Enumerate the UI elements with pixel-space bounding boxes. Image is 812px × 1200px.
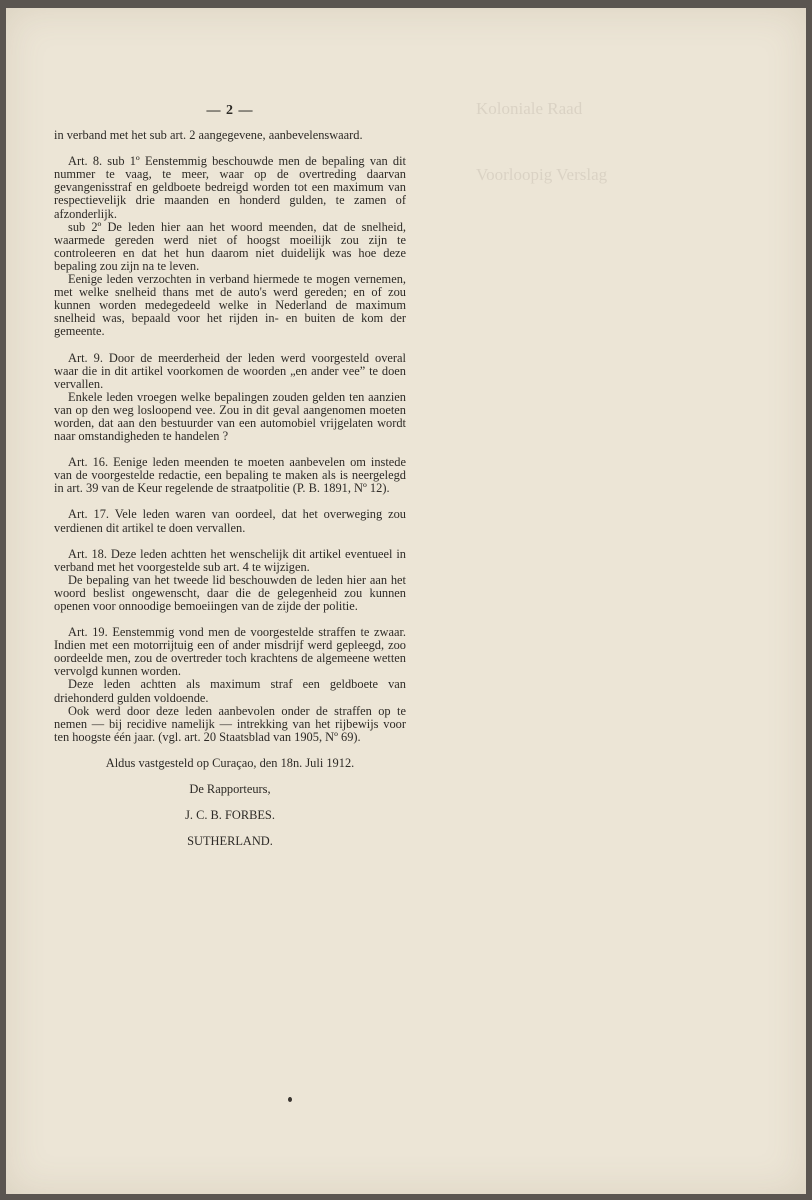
- rapporteurs-label: De Rapporteurs,: [189, 781, 271, 796]
- signer-sutherland: SUTHERLAND.: [187, 833, 273, 848]
- signer-forbes: J. C. B. FORBES.: [185, 807, 275, 822]
- art-9-cattle-paragraph: Enkele leden vroegen welke bepalingen zouden gelden ten aanzien van op den weg losloopend vee. Zou in dit geval aangenomen moeten worden, dat aan den bestuurder van een automobiel vrijgelaten wordt naar omstandigheden te handelen ?: [54, 389, 406, 444]
- art-8-paragraph: Art. 8. sub 1º Eenstemmig beschouwde men de bepaling van dit nummer te vaag, te meer, waar op de overtreding daarvan gevangenisstraf en geldboete bedreigd worden tot een maximum van respectievelijk drie maanden en honderd gulden, te zamen of afzonderlijk.: [54, 154, 406, 221]
- bleed-through-text: Koloniale Raad Voorloopig Verslag: [476, 99, 608, 184]
- art-19-paragraph: Art. 19. Eenstemmig vond men de voorgestelde straffen te zwaar. Indien met een motorrijtuig een of ander misdrijf werd gepleegd, zoo oordeelde men, zou de overtreder toch krachtens de algemeene wetten vervolgd kunnen worden.: [54, 625, 406, 679]
- art-19-licence-paragraph: Ook werd door deze leden aanbevolen onder de straffen op te nemen — bij recidive namelijk — intrekking van het rijbewijs voor ten hoogste één jaar. (vgl. art. 20 Staatsblad van 1905, Nº 69).: [54, 703, 406, 744]
- page-number: — 2 —: [206, 103, 254, 118]
- text-column: [54, 104, 406, 854]
- art-9-paragraph: Art. 9. Door de meerderheid der leden werd voorgesteld overal waar die in dit artikel voorkomen de woorden „en ander vee” te doen vervallen.: [54, 350, 406, 391]
- ink-dot: [288, 1097, 292, 1102]
- closing-block: [54, 750, 406, 854]
- art-19-fine-paragraph: Deze leden achtten als maximum straf een geldboete van driehonderd gulden voldoende.: [54, 677, 406, 705]
- art-18-second-paragraph: De bepaling van het tweede lid beschouwden de leden hier aan het woord beslist ongewenscht, daar die de gelegenheid zou kunnen openen voor onnoodige bemoeiingen van de zijde der politie.: [54, 572, 406, 613]
- art-16-paragraph: Art. 16. Eenige leden meenden te moeten aanbevelen om instede van de voorgestelde redactie, een bepaling te maken als is neergelegd in art. 39 van de Keur regelende de straatpolitie (P. B. 1891, Nº 12).: [54, 455, 406, 496]
- intro-paragraph: in verband met het sub art. 2 aangegevene, aanbevelenswaard.: [54, 128, 363, 143]
- art-18-paragraph: Art. 18. Deze leden achtten het wenschelijk dit artikel eventueel in verband met het voorgestelde sub art. 4 te wijzigen.: [54, 546, 406, 574]
- art-8-speed-paragraph: Eenige leden verzochten in verband hiermede te mogen vernemen, met welke snelheid thans met de auto's werd gereden; en of zou kunnen worden medegedeeld welke in Nederland de maximum snelheid was, bepaald voor het rijden in- en buiten de kom der gemeente.: [54, 272, 406, 339]
- document-page: [6, 8, 806, 1194]
- art-17-paragraph: Art. 17. Vele leden waren van oordeel, dat het overweging zou verdienen dit artikel te doen vervallen.: [54, 507, 406, 535]
- art-8-sub2-paragraph: sub 2º De leden hier aan het woord meenden, dat de snelheid, waarmede gereden werd niet of hoogst moeilijk zou zijn te controleeren en dat het hun daarom niet duidelijk was hoe deze bepaling zou zijn na te leven.: [54, 219, 406, 273]
- place-date: Aldus vastgesteld op Curaçao, den 18n. Juli 1912.: [105, 755, 355, 770]
